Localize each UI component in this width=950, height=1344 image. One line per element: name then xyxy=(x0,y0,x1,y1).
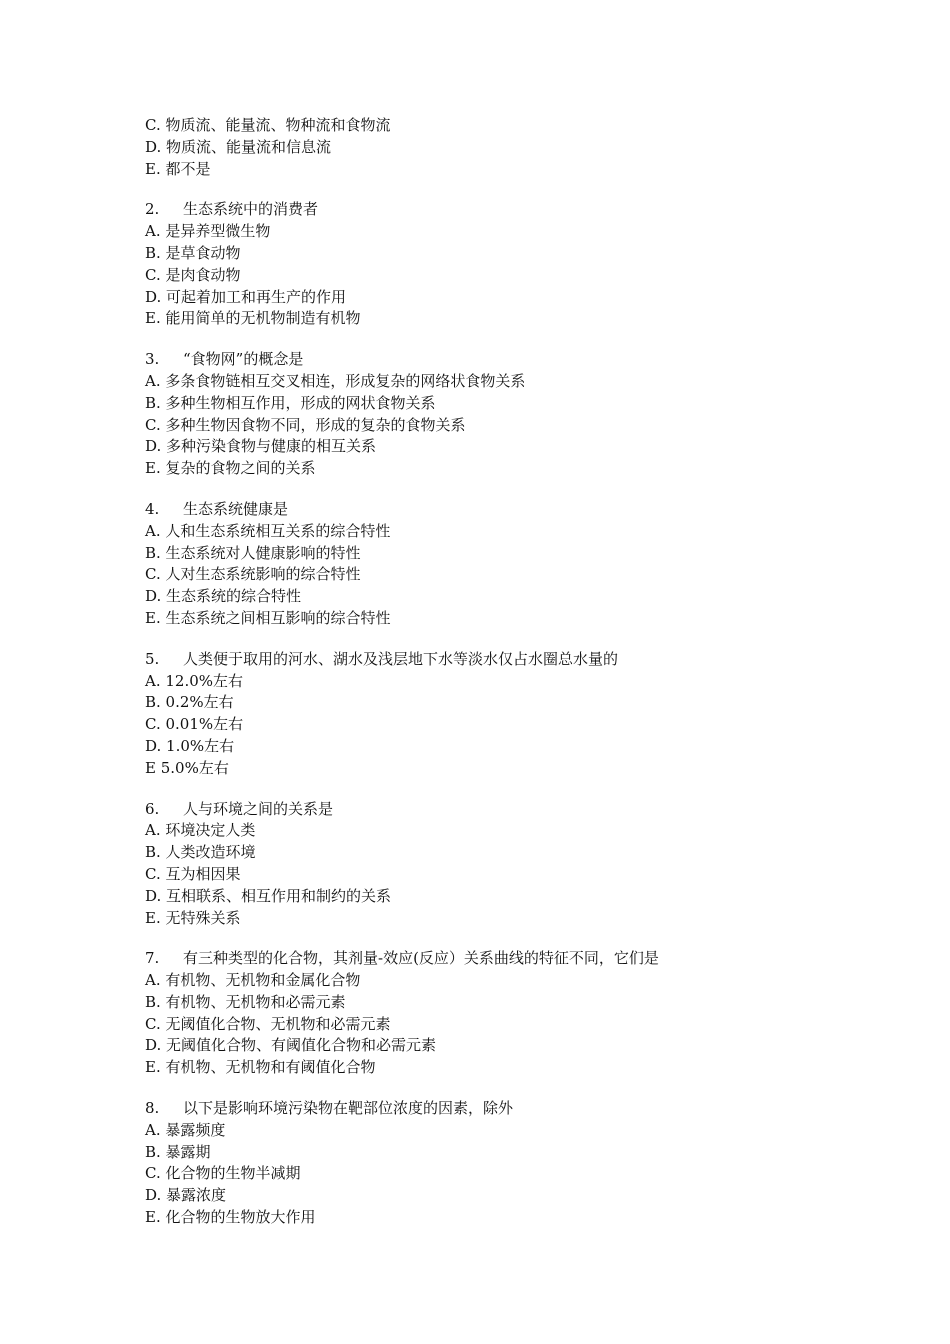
question-number: 8. xyxy=(145,1099,160,1118)
option-d: D. 多种污染食物与健康的相互关系 xyxy=(145,437,377,456)
question-stem xyxy=(145,799,845,821)
option-c: C. 人对生态系统影响的综合特性 xyxy=(145,565,361,584)
question-text: 人类便于取用的河水、湖水及浅层地下水等淡水仅占水圈总水量的 xyxy=(183,649,619,668)
option-b: B. 是草食动物 xyxy=(145,243,241,262)
option-d: D. 暴露浓度 xyxy=(145,1186,227,1205)
option-e: E. 有机物、无机物和有阈值化合物 xyxy=(145,1058,376,1077)
option-b: B. 0.2%左右 xyxy=(145,693,234,712)
option-e: E. 能用简单的无机物制造有机物 xyxy=(145,309,361,328)
option-e: E. 都不是 xyxy=(145,159,211,178)
question-stem xyxy=(145,1098,845,1120)
option-c: C. 是肉食动物 xyxy=(145,265,241,284)
question-block-7 xyxy=(145,948,845,1079)
question-number: 6. xyxy=(145,799,160,818)
question-block-3 xyxy=(145,349,845,480)
option-b: B. 多种生物相互作用，形成的网状食物关系 xyxy=(145,393,436,412)
question-text: 人与环境之间的关系是 xyxy=(183,799,334,818)
option-c: C. 互为相因果 xyxy=(145,864,241,883)
question-block-4 xyxy=(145,499,845,630)
option-b: B. 生态系统对人健康影响的特性 xyxy=(145,543,361,562)
option-d: D. 物质流、能量流和信息流 xyxy=(145,137,332,156)
option-e: E. 复杂的食物之间的关系 xyxy=(145,459,316,478)
question-number: 3. xyxy=(145,350,160,369)
option-e: E. 化合物的生物放大作用 xyxy=(145,1208,316,1227)
option-d: D. 互相联系、相互作用和制约的关系 xyxy=(145,886,392,905)
option-a: A. 人和生态系统相互关系的综合特性 xyxy=(145,521,391,540)
option-e: E 5.0%左右 xyxy=(145,758,229,777)
option-d: D. 无阈值化合物、有阈值化合物和必需元素 xyxy=(145,1036,437,1055)
question-number: 2. xyxy=(145,200,160,219)
question-stem xyxy=(145,948,845,970)
question-block-8 xyxy=(145,1098,845,1229)
option-e: E. 生态系统之间相互影响的综合特性 xyxy=(145,608,391,627)
question-number: 5. xyxy=(145,649,160,668)
option-c: C. 物质流、能量流、物种流和食物流 xyxy=(145,116,391,134)
question-text: 以下是影响环境污染物在靶部位浓度的因素，除外 xyxy=(183,1099,514,1118)
option-b: B. 有机物、无机物和必需元素 xyxy=(145,992,346,1011)
option-c: C. 化合物的生物半减期 xyxy=(145,1164,301,1183)
question-text: 生态系统健康是 xyxy=(183,499,289,518)
question-number: 4. xyxy=(145,499,160,518)
question-block-continued xyxy=(145,115,845,180)
option-a: A. 12.0%左右 xyxy=(145,671,244,690)
question-stem xyxy=(145,649,845,671)
question-stem xyxy=(145,199,845,221)
option-d: D. 可起着加工和再生产的作用 xyxy=(145,287,347,306)
option-a: A. 暴露频度 xyxy=(145,1120,226,1139)
question-stem xyxy=(145,349,845,371)
option-c: C. 多种生物因食物不同，形成的复杂的食物关系 xyxy=(145,415,466,434)
option-e: E. 无特殊关系 xyxy=(145,908,241,927)
option-b: B. 人类改造环境 xyxy=(145,843,256,862)
option-b: B. 暴露期 xyxy=(145,1142,211,1161)
question-text: 生态系统中的消费者 xyxy=(183,200,319,219)
question-block-2 xyxy=(145,199,845,330)
option-a: A. 环境决定人类 xyxy=(145,821,256,840)
option-a: A. 是异养型微生物 xyxy=(145,222,271,241)
question-number: 7. xyxy=(145,949,160,968)
question-stem xyxy=(145,499,845,521)
question-block-6 xyxy=(145,799,845,930)
option-a: A. 多条食物链相互交叉相连，形成复杂的网络状食物关系 xyxy=(145,371,526,390)
option-d: D. 生态系统的综合特性 xyxy=(145,587,302,606)
option-c: C. 0.01%左右 xyxy=(145,715,244,734)
document-page xyxy=(145,115,845,1229)
question-text: 有三种类型的化合物，其剂量-效应(反应）关系曲线的特征不同，它们是 xyxy=(183,949,659,968)
option-a: A. 有机物、无机物和金属化合物 xyxy=(145,971,361,990)
question-text: “食物网”的概念是 xyxy=(183,350,304,369)
question-block-5 xyxy=(145,649,845,780)
option-d: D. 1.0%左右 xyxy=(145,736,235,755)
option-c: C. 无阈值化合物、无机物和必需元素 xyxy=(145,1014,391,1033)
